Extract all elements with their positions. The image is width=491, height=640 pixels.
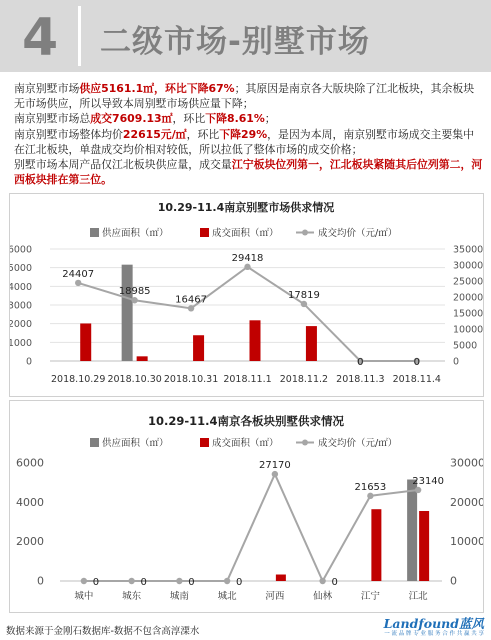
data-source-note: 数据来源于金刚石数据库-数据不包含高淳溧水 — [6, 626, 200, 637]
daily-supply-demand-chart — [10, 194, 483, 396]
x-tick-label: 2018.11.2 — [279, 374, 329, 385]
y-tick-left: 6000 — [16, 456, 44, 470]
x-tick-label: 2018.11.4 — [392, 374, 441, 385]
y-tick-left: 5000 — [10, 263, 32, 275]
x-tick-label: 2018.11.3 — [336, 374, 385, 385]
chart-panel-district — [9, 400, 484, 613]
brand-logo — [383, 614, 486, 638]
x-tick-label: 城北 — [217, 591, 237, 602]
y-tick-left: 4000 — [10, 281, 32, 293]
deal-bar — [80, 323, 91, 361]
price-data-label: 27170 — [258, 460, 291, 472]
y-tick-right: 30000 — [450, 456, 483, 470]
deal-bar — [276, 575, 286, 581]
y-tick-right: 0 — [450, 574, 457, 588]
y-tick-left: 6000 — [10, 244, 32, 256]
y-tick-right: 30000 — [453, 260, 483, 272]
highlight-text: 供应5161.1㎡，环比下降67% — [79, 82, 235, 95]
x-tick-label: 城中 — [74, 591, 94, 602]
legend-label: 成交均价（元/㎡） — [318, 228, 398, 239]
x-tick-label: 仙林 — [313, 591, 333, 602]
price-point — [415, 487, 421, 493]
x-tick-label: 江宁 — [360, 591, 380, 602]
section-number-box — [4, 6, 81, 66]
price-data-label: 18985 — [118, 286, 151, 298]
highlight-text: 江宁板块位列第一，江北板块紧随其后位列第二，河西板块排在第三位。 — [14, 158, 483, 187]
brand-logo-text: Landfound蓝风 — [383, 616, 484, 631]
paragraph-volume — [14, 111, 484, 126]
brand-logo-slogan: 一 流 品 牌 专 业 服 务 合 作 共 赢 共 享 — [384, 631, 484, 637]
legend-swatch — [90, 228, 99, 237]
deal-bar — [371, 509, 381, 581]
y-tick-left: 4000 — [16, 495, 44, 509]
text-run: ；其原因是南京各大版块除了江北板块，其余板块无市场供应，所以导致本周别墅市场供应量下降； — [14, 82, 475, 111]
price-data-label: 0 — [235, 577, 243, 588]
price-data-label: 29418 — [231, 252, 264, 264]
legend-label: 供应面积（㎡） — [102, 438, 169, 449]
highlight-text: 下降8.61% — [205, 112, 265, 126]
section-number: 4 — [22, 8, 59, 68]
deal-bar — [137, 356, 148, 361]
text-run: 南京别墅市场整体均价 — [14, 127, 123, 141]
price-data-label: 17819 — [288, 289, 320, 301]
x-tick-label: 2018.10.29 — [51, 374, 106, 385]
y-tick-right: 10000 — [450, 535, 483, 549]
price-point — [128, 578, 134, 584]
text-run: ，环比 — [186, 127, 220, 141]
price-data-label: 0 — [92, 577, 100, 588]
y-tick-left: 1000 — [10, 337, 32, 349]
analysis-text — [14, 81, 484, 187]
section-title: 二级市场-别墅市场 — [100, 24, 370, 60]
highlight-text: 下降29% — [219, 127, 268, 141]
text-run: 别墅市场本周产品仅江北板块供应量，成交量 — [14, 158, 232, 172]
x-tick-label: 2018.11.1 — [223, 374, 272, 385]
legend-label: 成交面积（㎡） — [212, 438, 279, 449]
price-data-label: 21653 — [354, 481, 387, 493]
y-tick-right: 25000 — [453, 276, 483, 288]
legend-label: 供应面积（㎡） — [102, 228, 169, 239]
paragraph-supply — [14, 81, 484, 111]
paragraph-district — [14, 157, 484, 187]
price-data-label: 0 — [331, 577, 338, 588]
price-point — [319, 578, 325, 584]
text-run: ，是因为本周，南京别墅市场成交主要集中在江北板块，单盘成交均价相对较低，所以拉低了整体市场的成交价格； — [14, 127, 475, 156]
price-point — [188, 305, 194, 311]
x-tick-label: 城南 — [169, 591, 189, 602]
price-data-label: 0 — [188, 577, 195, 588]
text-run: ，环比 — [172, 112, 206, 126]
price-point — [75, 280, 81, 286]
deal-bar — [419, 511, 429, 581]
chart-title: 10.29-11.4南京别墅市场供求情况 — [157, 201, 335, 214]
chart-title: 10.29-11.4南京各板块别墅供求情况 — [147, 414, 345, 428]
price-point — [224, 578, 230, 584]
highlight-text: 成交7609.13㎡ — [90, 112, 173, 126]
price-data-label: 0 — [357, 357, 364, 368]
legend-marker — [302, 230, 308, 236]
legend-marker — [302, 440, 308, 446]
x-tick-label: 江北 — [408, 591, 428, 602]
price-point — [301, 301, 307, 307]
legend-swatch — [90, 438, 99, 447]
paragraph-price — [14, 127, 484, 157]
y-tick-right: 5000 — [453, 340, 478, 352]
price-point — [367, 493, 373, 499]
price-data-label: 24407 — [62, 268, 95, 280]
x-tick-label: 城东 — [122, 591, 142, 602]
text-run: 南京别墅市场总 — [14, 112, 91, 126]
y-tick-right: 20000 — [450, 495, 483, 509]
header-bar — [0, 0, 491, 72]
y-tick-right: 35000 — [453, 244, 483, 256]
price-point — [131, 297, 137, 303]
y-tick-left: 0 — [25, 356, 32, 368]
price-point — [176, 578, 182, 584]
y-tick-right: 0 — [453, 356, 460, 368]
deal-bar — [193, 335, 204, 361]
highlight-text: 22615元/㎡ — [122, 127, 187, 141]
chart-panel-daily — [9, 193, 484, 397]
deal-bar — [250, 320, 261, 361]
y-tick-right: 15000 — [453, 308, 483, 320]
y-tick-left: 2000 — [10, 319, 32, 331]
price-data-label: 16467 — [175, 294, 207, 306]
price-point — [81, 578, 87, 584]
y-tick-right: 20000 — [453, 292, 483, 304]
supply-bar — [407, 479, 417, 581]
x-tick-label: 2018.10.31 — [163, 374, 219, 385]
x-tick-label: 河西 — [265, 591, 285, 602]
supply-bar — [122, 265, 133, 361]
y-tick-left: 0 — [37, 574, 44, 588]
y-tick-left: 2000 — [16, 535, 44, 549]
price-point — [272, 471, 278, 477]
price-point — [244, 264, 250, 270]
text-run: ； — [264, 112, 276, 126]
price-data-label: 23140 — [412, 475, 445, 487]
legend-swatch — [200, 438, 209, 447]
price-data-label: 0 — [413, 357, 420, 368]
legend-label: 成交面积（㎡） — [212, 228, 279, 239]
x-tick-label: 2018.10.30 — [107, 374, 162, 385]
deal-bar — [306, 326, 317, 361]
legend-label: 成交均价（元/㎡） — [318, 438, 398, 449]
y-tick-left: 3000 — [10, 300, 32, 312]
district-supply-demand-chart — [10, 401, 483, 612]
y-tick-right: 10000 — [453, 324, 483, 336]
price-data-label: 0 — [140, 577, 147, 588]
text-run: 南京别墅市场 — [14, 82, 80, 95]
legend-swatch — [200, 228, 209, 237]
